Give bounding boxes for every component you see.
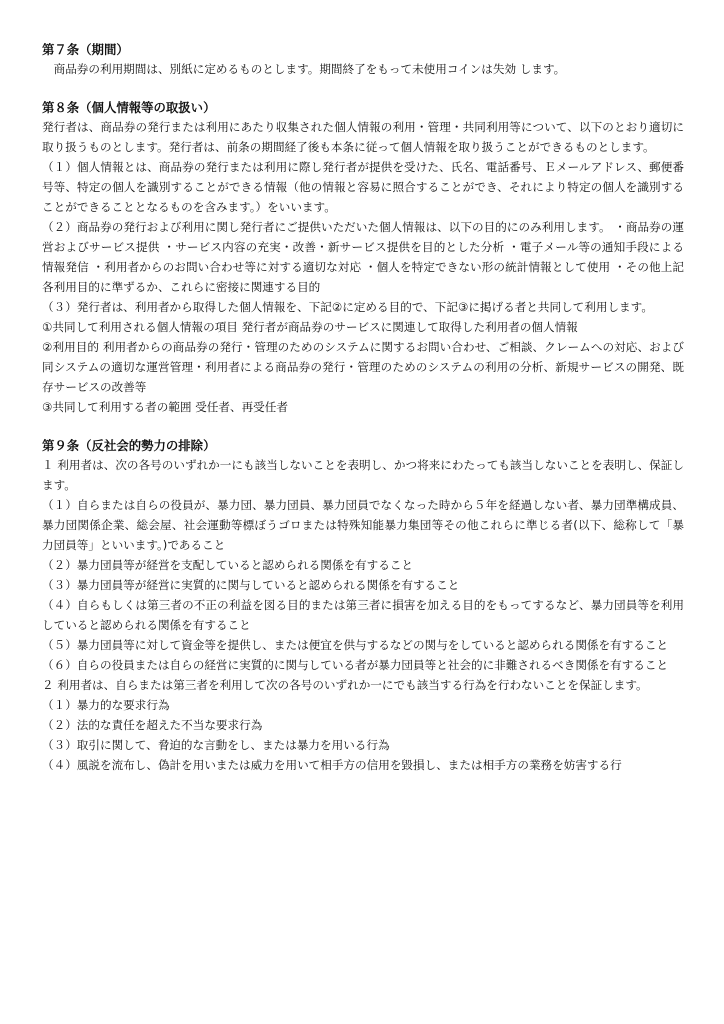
article-9-heading: 第９条（反社会的勢力の排除） (42, 438, 216, 453)
article-8 (42, 98, 684, 417)
article-9 (42, 436, 684, 775)
document-page (42, 40, 684, 775)
article-8-item-2: （２）商品券の発行および利用に関し発行者にご提供いただいた個人情報は、以下の目的にのみ利用します。 ・商品券の運営およびサービス提供 ・サービス内容の充実・改善・新サービス提供を目的とした分析 ・電子メール等の通知手段による情報発信 ・利用者からのお問い合わせ等に対する適切な対応 ・個人を特定できない形の統計情報として使用 ・その他上記各利用目的に準ずるか、これらに密接に関連する目的 (42, 220, 684, 294)
article-9-clause-1-item-6: （６）自らの役員または自らの経営に実質的に関与している者が暴力団員等と社会的に非難されるべき関係を有すること (42, 658, 669, 672)
article-9-clause-1-item-3: （３）暴力団員等が経営に実質的に関与していると認められる関係を有すること (42, 578, 460, 592)
article-8-item-1: （１）個人情報とは、商品券の発行または利用に際し発行者が提供を受けた、氏名、電話番号、Ｅメールアドレス、郵便番号等、特定の個人を識別することができる情報（他の情報と容易に照合することができ、それにより特定の個人を識別することができることとなるものを含みます。）をいいます。 (42, 160, 684, 214)
article-9-clause-2-item-1: （１）暴力的な要求行為 (42, 698, 170, 712)
article-9-clause-1: １ 利用者は、次の各号のいずれか一にも該当しないことを表明し、かつ将来にわたっても該当しないことを表明し、保証します。 (42, 458, 684, 492)
article-9-clause-1-item-2: （２）暴力団員等が経営を支配していると認められる関係を有すること (42, 558, 414, 572)
article-8-subitem-1: ①共同して利用される個人情報の項目 発行者が商品券のサービスに関連して取得した利用者の個人情報 (42, 320, 578, 334)
article-9-clause-2-item-4: （４）風説を流布し、偽計を用いまたは威力を用いて相手方の信用を毀損し、または相手方の業務を妨害する行 (42, 758, 622, 772)
article-9-clause-2: ２ 利用者は、自らまたは第三者を利用して次の各号のいずれか一にでも該当する行為を行わないことを保証します。 (42, 678, 648, 692)
article-9-clause-2-item-3: （３）取引に関して、脅迫的な言動をし、または暴力を用いる行為 (42, 738, 390, 752)
article-9-clause-2-item-2: （２）法的な責任を超えた不当な要求行為 (42, 718, 263, 732)
section-spacer (42, 79, 684, 98)
article-8-heading: 第８条（個人情報等の取扱い） (42, 100, 216, 115)
article-9-clause-1-item-5: （５）暴力団員等に対して資金等を提供し、または便宜を供与するなどの関与をしていると認められる関係を有すること (42, 638, 669, 652)
article-9-clause-1-item-1: （１）自らまたは自らの役員が、暴力団、暴力団員、暴力団員でなくなった時から５年を経過しない者、暴力団準構成員、暴力団関係企業、総会屋、社会運動等標ぼうゴロまたは特殊知能暴力集団等その他これらに準じる者(以下、総称して「暴力団員等」といいます。)であること (42, 498, 684, 552)
article-9-clause-1-item-4: （４）自らもしくは第三者の不正の利益を図る目的または第三者に損害を加える目的をもってするなど、暴力団員等を利用していると認められる関係を有すること (42, 598, 684, 632)
article-7 (42, 40, 684, 79)
article-8-item-3: （３）発行者は、利用者から取得した個人情報を、下記②に定める目的で、下記③に掲げる者と共同して利用します。 (42, 300, 653, 314)
article-8-subitem-3: ③共同して利用する者の範囲 受任者、再受任者 (42, 400, 288, 414)
section-spacer (42, 417, 684, 436)
article-7-heading: 第７条（期間） (42, 42, 129, 57)
article-8-subitem-2: ②利用目的 利用者からの商品券の発行・管理のためのシステムに関するお問い合わせ、ご相談、クレームへの対応、および同システムの適切な運営管理・利用者による商品券の発行・管理のためのシステムの利用の分析、新規サービスの開発、既存サービスの改善等 (42, 340, 684, 394)
article-7-paragraph-1: 商品券の利用期間は、別紙に定めるものとします。期間終了をもって未使用コインは失効 します。 (42, 62, 566, 76)
article-8-paragraph-intro: 発行者は、商品券の発行または利用にあたり収集された個人情報の利用・管理・共同利用等について、以下のとおり適切に取り扱うものとします。発行者は、前条の期間経了後も本条に従って個人情報を取り扱うことができるものとします。 (42, 120, 684, 154)
